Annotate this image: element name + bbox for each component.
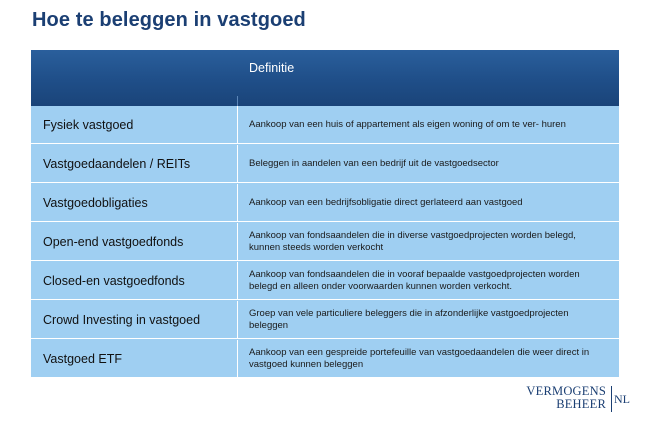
vermogensbeheer-logo bbox=[514, 385, 642, 413]
row-definition: Aankoop van een gespreide portefeuille van vastgoedaandelen die weer direct in vastgoed kunnen beleggen bbox=[249, 347, 590, 370]
table-header bbox=[31, 50, 619, 106]
column-divider bbox=[237, 262, 238, 299]
row-definition: Aankoop van fondsaandelen die in vooraf bepaalde vastgoedprojecten worden belegd en alleen onder voorwaarden kunnen worden verkocht. bbox=[249, 268, 580, 292]
table-row bbox=[31, 145, 619, 183]
logo-divider-bar bbox=[611, 386, 612, 412]
table-body bbox=[31, 106, 619, 377]
row-definition: Aankoop van een bedrijfsobligatie direct gerlateerd aan vastgoed bbox=[249, 196, 523, 208]
table-row bbox=[31, 340, 619, 378]
logo-line-1: VERMOGENS bbox=[526, 384, 606, 398]
column-divider bbox=[237, 223, 238, 260]
row-definition: Aankoop van fondsaandelen die in diverse vastgoedprojecten worden belegd, kunnen steeds worden verkocht bbox=[249, 229, 576, 253]
row-definition: Groep van vele particuliere beleggers die in afzonderlijke vastgoedprojecten beleggen bbox=[249, 307, 569, 331]
row-term: Open-end vastgoedfonds bbox=[43, 234, 184, 249]
header-definitie: Definitie bbox=[249, 61, 295, 75]
column-divider bbox=[237, 106, 238, 143]
logo-wordmark bbox=[526, 385, 606, 411]
row-term: Crowd Investing in vastgoed bbox=[43, 312, 201, 327]
table-row bbox=[31, 106, 619, 144]
investment-table bbox=[31, 50, 619, 377]
logo-line-2: BEHEER bbox=[556, 397, 606, 411]
row-term: Vastgoed ETF bbox=[43, 352, 122, 366]
column-divider bbox=[237, 301, 238, 338]
row-term: Vastgoedobligaties bbox=[43, 195, 148, 210]
row-term: Closed-en vastgoedfonds bbox=[43, 273, 185, 288]
header-column-divider bbox=[237, 96, 238, 106]
column-divider bbox=[237, 184, 238, 221]
row-term: Vastgoedaandelen / REITs bbox=[43, 156, 191, 171]
page-title: Hoe te beleggen in vastgoed bbox=[32, 9, 306, 31]
column-divider bbox=[237, 145, 238, 182]
row-definition: Aankoop van een huis of appartement als eigen woning of om te ver- huren bbox=[249, 118, 566, 130]
table-row bbox=[31, 262, 619, 300]
table-row bbox=[31, 223, 619, 261]
table-row bbox=[31, 184, 619, 222]
table-row bbox=[31, 301, 619, 339]
column-divider bbox=[237, 340, 238, 378]
row-definition: Beleggen in aandelen van een bedrijf uit de vastgoedsector bbox=[249, 157, 499, 169]
logo-suffix: NL bbox=[614, 392, 630, 406]
row-term: Fysiek vastgoed bbox=[43, 117, 134, 132]
